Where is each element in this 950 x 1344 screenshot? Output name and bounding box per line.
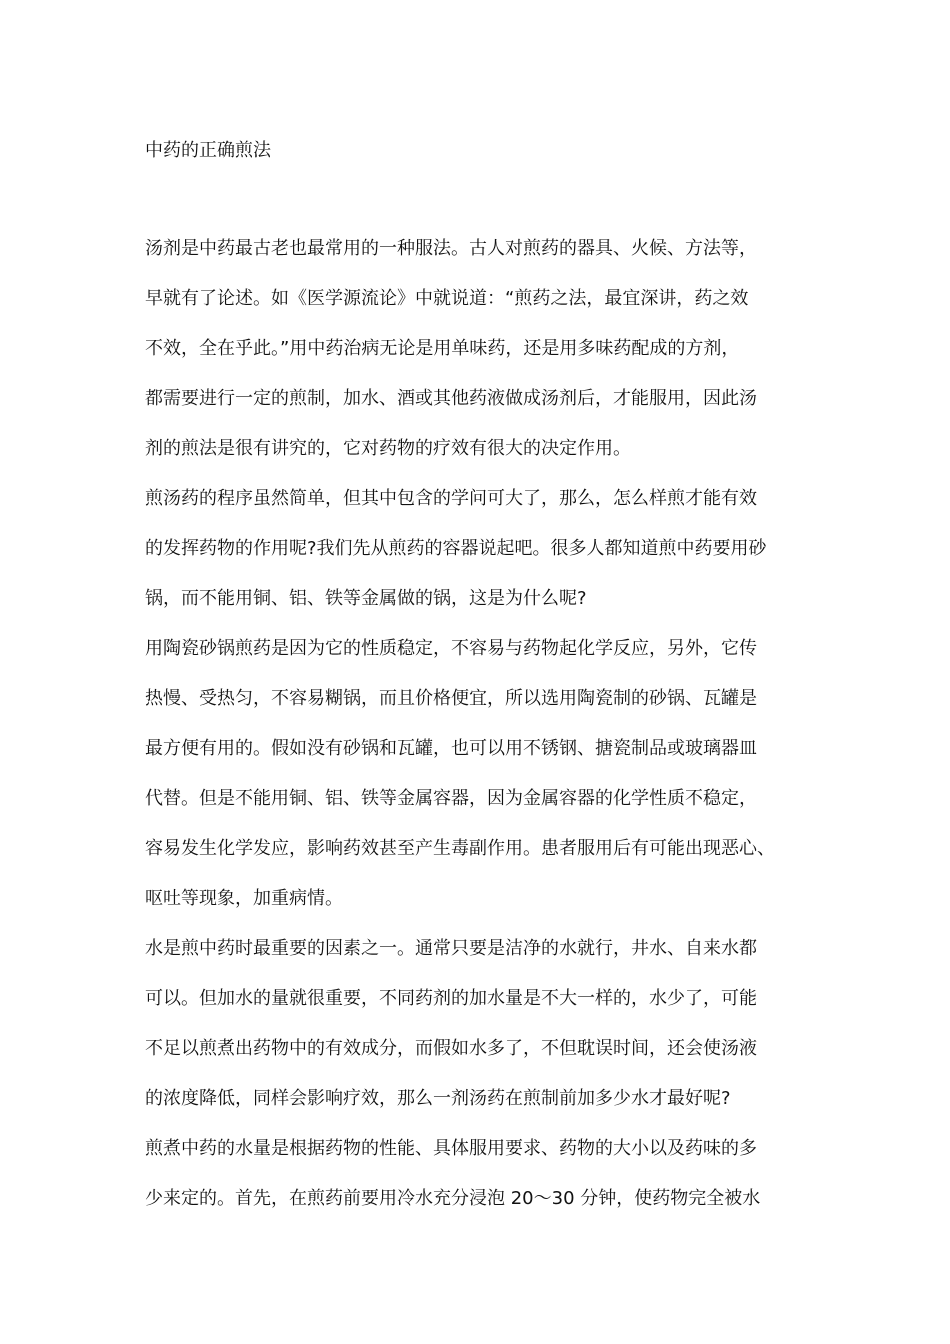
text-line: 热慢、受热匀，不容易糊锅，而且价格便宜，所以选用陶瓷制的砂锅、瓦罐是 xyxy=(145,688,757,709)
text-line: 可以。但加水的量就很重要，不同药剂的加水量是不大一样的，水少了，可能 xyxy=(145,988,757,1009)
text-line: 不足以煎煮出药物中的有效成分，而假如水多了，不但耽误时间，还会使汤液 xyxy=(145,1038,757,1059)
document-body xyxy=(145,232,825,1232)
text-line: 少来定的。首先，在煎药前要用冷水充分浸泡 20～30 分钟，使药物完全被水 xyxy=(145,1188,761,1209)
text-line: 不效，全在乎此。”用中药治病无论是用单味药，还是用多味药配成的方剂， xyxy=(145,338,740,359)
text-line: 用陶瓷砂锅煎药是因为它的性质稳定，不容易与药物起化学反应，另外，它传 xyxy=(145,638,757,659)
text-line: 代替。但是不能用铜、铝、铁等金属容器，因为金属容器的化学性质不稳定， xyxy=(145,788,757,809)
text-line: 锅，而不能用铜、铝、铁等金属做的锅，这是为什么呢? xyxy=(145,588,587,609)
text-line: 剂的煎法是很有讲究的，它对药物的疗效有很大的决定作用。 xyxy=(145,438,631,459)
document-title: 中药的正确煎法 xyxy=(145,140,271,161)
text-line: 的发挥药物的作用呢?我们先从煎药的容器说起吧。很多人都知道煎中药要用砂 xyxy=(145,538,767,559)
text-line: 的浓度降低，同样会影响疗效，那么一剂汤药在煎制前加多少水才最好呢? xyxy=(145,1088,731,1109)
text-line: 煎汤药的程序虽然简单，但其中包含的学问可大了，那么，怎么样煎才能有效 xyxy=(145,488,757,509)
text-line: 早就有了论述。如《医学源流论》中就说道：“煎药之法，最宜深讲，药之效 xyxy=(145,288,749,309)
text-line: 最方便有用的。假如没有砂锅和瓦罐，也可以用不锈钢、搪瓷制品或玻璃器皿 xyxy=(145,738,757,759)
text-line: 都需要进行一定的煎制，加水、酒或其他药液做成汤剂后，才能服用，因此汤 xyxy=(145,388,757,409)
text-line: 容易发生化学发应，影响药效甚至产生毒副作用。患者服用后有可能出现恶心、 xyxy=(145,838,775,859)
text-line: 呕吐等现象，加重病情。 xyxy=(145,888,343,909)
text-line: 水是煎中药时最重要的因素之一。通常只要是洁净的水就行，井水、自来水都 xyxy=(145,938,757,959)
text-line: 煎煮中药的水量是根据药物的性能、具体服用要求、药物的大小以及药味的多 xyxy=(145,1138,757,1159)
text-line: 汤剂是中药最古老也最常用的一种服法。古人对煎药的器具、火候、方法等， xyxy=(145,238,757,259)
